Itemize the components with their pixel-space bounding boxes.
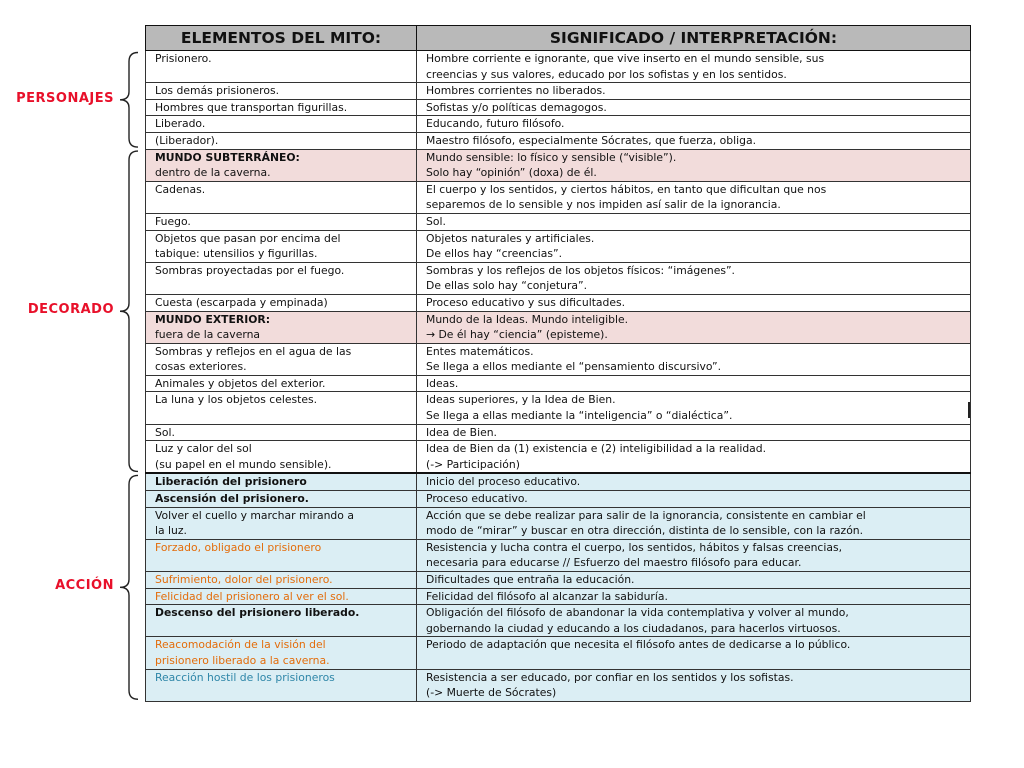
element-cell: (Liberador). — [146, 132, 417, 149]
meaning-cell: Felicidad del filósofo al alcanzar la sabiduría. — [417, 588, 971, 605]
table-row — [146, 392, 971, 424]
table-row — [146, 588, 971, 605]
meaning-cell: Proceso educativo. — [417, 491, 971, 508]
table-row — [146, 424, 971, 441]
table-row — [146, 230, 971, 262]
meaning-cell: Obligación del filósofo de abandonar la vida contemplativa y volver al mundo, gobernando la ciudad y educando a los ciudadanos, para hacerlos virtuosos. — [417, 605, 971, 637]
element-cell: Reacción hostil de los prisioneros — [146, 669, 417, 701]
meaning-cell: Dificultades que entraña la educación. — [417, 572, 971, 589]
table-row — [146, 83, 971, 100]
meaning-cell: Inicio del proceso educativo. — [417, 473, 971, 490]
world-heading: MUNDO SUBTERRÁNEO: — [155, 150, 300, 164]
element-cell: Animales y objetos del exterior. — [146, 375, 417, 392]
element-cell: Liberación del prisionero — [146, 473, 417, 490]
meaning-cell: Periodo de adaptación que necesita el filósofo antes de dedicarse a lo público. — [417, 637, 971, 669]
table-row — [146, 669, 971, 701]
table-row — [146, 181, 971, 213]
element-cell — [146, 149, 417, 181]
table-row — [146, 311, 971, 343]
element-cell: Prisionero. — [146, 51, 417, 83]
meaning-cell: Mundo de la Ideas. Mundo inteligible. → De él hay “ciencia” (episteme). — [417, 311, 971, 343]
table-row — [146, 637, 971, 669]
table-body — [146, 51, 971, 702]
meaning-cell: Entes matemáticos. Se llega a ellos mediante el “pensamiento discursivo”. — [417, 343, 971, 375]
meaning-cell: Acción que se debe realizar para salir de la ignorancia, consistente en cambiar el modo de “mirar” y buscar en otra dirección, distinta de lo sensible, con la razón. — [417, 507, 971, 539]
meaning-cell: El cuerpo y los sentidos, y ciertos hábitos, en tanto que dificultan que nos separemos de lo sensible y nos impiden así salir de la ignorancia. — [417, 181, 971, 213]
braces-svg — [0, 0, 150, 768]
world-subheading: fuera de la caverna — [155, 328, 261, 342]
element-cell: Sufrimiento, dolor del prisionero. — [146, 572, 417, 589]
table-row — [146, 507, 971, 539]
table-row — [146, 132, 971, 149]
meaning-cell: Objetos naturales y artificiales. De ellos hay “creencias”. — [417, 230, 971, 262]
element-cell: Sombras y reflejos en el agua de las cosas exteriores. — [146, 343, 417, 375]
table-row — [146, 441, 971, 474]
text-cursor — [968, 402, 970, 418]
table-row — [146, 213, 971, 230]
myth-interpretation-table — [145, 25, 971, 702]
element-cell: Forzado, obligado el prisionero — [146, 539, 417, 571]
meaning-cell: Sombras y los reflejos de los objetos físicos: “imágenes”. De ellas solo hay “conjetura”. — [417, 262, 971, 294]
meaning-cell: Proceso educativo y sus dificultades. — [417, 294, 971, 311]
group-label: ACCIÓN — [55, 578, 114, 594]
element-cell: Felicidad del prisionero al ver el sol. — [146, 588, 417, 605]
element-cell: Descenso del prisionero liberado. — [146, 605, 417, 637]
meaning-cell: Maestro filósofo, especialmente Sócrates, que fuerza, obliga. — [417, 132, 971, 149]
header-meaning: SIGNIFICADO / INTERPRETACIÓN: — [417, 26, 971, 51]
header-elements: ELEMENTOS DEL MITO: — [146, 26, 417, 51]
element-cell: Luz y calor del sol (su papel en el mundo sensible). — [146, 441, 417, 474]
table-row — [146, 343, 971, 375]
element-cell: Los demás prisioneros. — [146, 83, 417, 100]
meaning-cell: Ideas. — [417, 375, 971, 392]
table-row — [146, 491, 971, 508]
element-cell: Liberado. — [146, 116, 417, 133]
meaning-cell: Sofistas y/o políticas demagogos. — [417, 99, 971, 116]
group-label: DECORADO — [27, 302, 114, 318]
element-cell: Cuesta (escarpada y empinada) — [146, 294, 417, 311]
table-row — [146, 605, 971, 637]
group-brace — [120, 475, 138, 699]
meaning-cell: Idea de Bien. — [417, 424, 971, 441]
meaning-cell: Educando, futuro filósofo. — [417, 116, 971, 133]
meaning-cell: Mundo sensible: lo físico y sensible (“visible”). Solo hay “opinión” (doxa) de él. — [417, 149, 971, 181]
meaning-cell: Hombres corrientes no liberados. — [417, 83, 971, 100]
world-heading: MUNDO EXTERIOR: — [155, 312, 271, 326]
group-brace — [120, 53, 138, 148]
group-brace — [120, 151, 138, 471]
element-cell: Sombras proyectadas por el fuego. — [146, 262, 417, 294]
meaning-cell: Resistencia a ser educado, por confiar en los sentidos y los sofistas. (-> Muerte de Sócrates) — [417, 669, 971, 701]
table-row — [146, 262, 971, 294]
meaning-cell: Resistencia y lucha contra el cuerpo, los sentidos, hábitos y falsas creencias, necesaria para educarse // Esfuerzo del maestro filósofo para educar. — [417, 539, 971, 571]
table-row — [146, 539, 971, 571]
element-cell: Volver el cuello y marchar mirando a la luz. — [146, 507, 417, 539]
table-row — [146, 572, 971, 589]
element-cell: Hombres que transportan figurillas. — [146, 99, 417, 116]
table-header-row — [146, 26, 971, 51]
group-label: PERSONAJES — [16, 90, 114, 106]
table-row — [146, 473, 971, 490]
meaning-cell: Idea de Bien da (1) existencia e (2) inteligibilidad a la realidad. (-> Participación) — [417, 441, 971, 474]
meaning-cell: Ideas superiores, y la Idea de Bien. Se llega a ellas mediante la “inteligencia” o “dialéctica”. — [417, 392, 971, 424]
element-cell: Reacomodación de la visión del prisionero liberado a la caverna. — [146, 637, 417, 669]
table-row — [146, 116, 971, 133]
meaning-cell: Sol. — [417, 213, 971, 230]
table-row — [146, 51, 971, 83]
world-subheading: dentro de la caverna. — [155, 166, 271, 180]
element-cell: Cadenas. — [146, 181, 417, 213]
table-row — [146, 149, 971, 181]
element-cell: Ascensión del prisionero. — [146, 491, 417, 508]
element-cell — [146, 311, 417, 343]
element-cell: Objetos que pasan por encima del tabique: utensilios y figurillas. — [146, 230, 417, 262]
meaning-cell: Hombre corriente e ignorante, que vive inserto en el mundo sensible, sus creencias y sus valores, educado por los sofistas y en los sentidos. — [417, 51, 971, 83]
element-cell: Sol. — [146, 424, 417, 441]
element-cell: La luna y los objetos celestes. — [146, 392, 417, 424]
table-row — [146, 294, 971, 311]
element-cell: Fuego. — [146, 213, 417, 230]
table-row — [146, 99, 971, 116]
table-row — [146, 375, 971, 392]
